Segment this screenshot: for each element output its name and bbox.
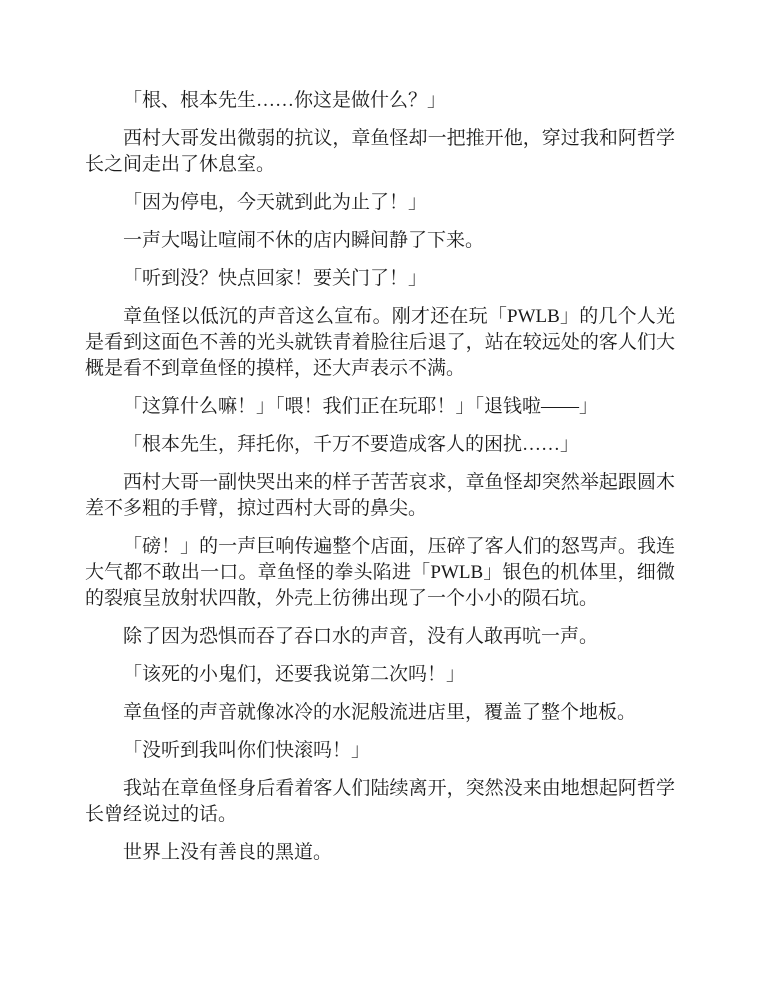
paragraph-12: 「该死的小鬼们，还要我说第二次吗！」: [123, 664, 466, 685]
paragraph-4: 一声大喝让喧闹不休的店内瞬间静了下来。: [123, 230, 485, 251]
paragraph-2: 西村大哥发出微弱的抗议，章鱼怪却一把推开他，穿过我和阿哲学长之间走出了休息室。: [85, 128, 675, 175]
paragraph-11: 除了因为恐惧而吞了吞口水的声音，没有人敢再吭一声。: [123, 626, 599, 647]
paragraph-16: 世界上没有善良的黑道。: [123, 842, 333, 863]
paragraph-10: 「磅！」的一声巨响传遍整个店面，压碎了客人们的怒骂声。我连大气都不敢出一口。章鱼怪的拳头陷进「PWLB」银色的机体里，细微的裂痕呈放射状四散，外壳上彷彿出现了一个小小的陨石坑。: [85, 536, 675, 609]
paragraph-6: 章鱼怪以低沉的声音这么宣布。刚才还在玩「PWLB」的几个人光是看到这面色不善的光头就铁青着脸往后退了，站在较远处的客人们大概是看不到章鱼怪的摸样，还大声表示不满。: [85, 306, 675, 379]
paragraph-5: 「听到没？快点回家！要关门了！」: [123, 268, 428, 289]
paragraph-14: 「没听到我叫你们快滚吗！」: [123, 740, 371, 761]
paragraph-9: 西村大哥一副快哭出来的样子苦苦哀求，章鱼怪却突然举起跟圆木差不多粗的手臂，掠过西村大哥的鼻尖。: [85, 472, 675, 519]
paragraph-13: 章鱼怪的声音就像冰冷的水泥般流进店里，覆盖了整个地板。: [123, 702, 637, 723]
paragraph-7: 「这算什么嘛！」「喂！我们正在玩耶！」「退钱啦——」: [123, 396, 599, 417]
paragraph-15: 我站在章鱼怪身后看着客人们陆续离开，突然没来由地想起阿哲学长曾经说过的话。: [85, 778, 675, 825]
novel-text-block: [85, 88, 675, 878]
paragraph-1: 「根、根本先生……你这是做什么？」: [123, 90, 447, 111]
paragraph-3: 「因为停电，今天就到此为止了！」: [123, 192, 428, 213]
paragraph-8: 「根本先生，拜托你，千万不要造成客人的困扰……」: [123, 434, 580, 455]
